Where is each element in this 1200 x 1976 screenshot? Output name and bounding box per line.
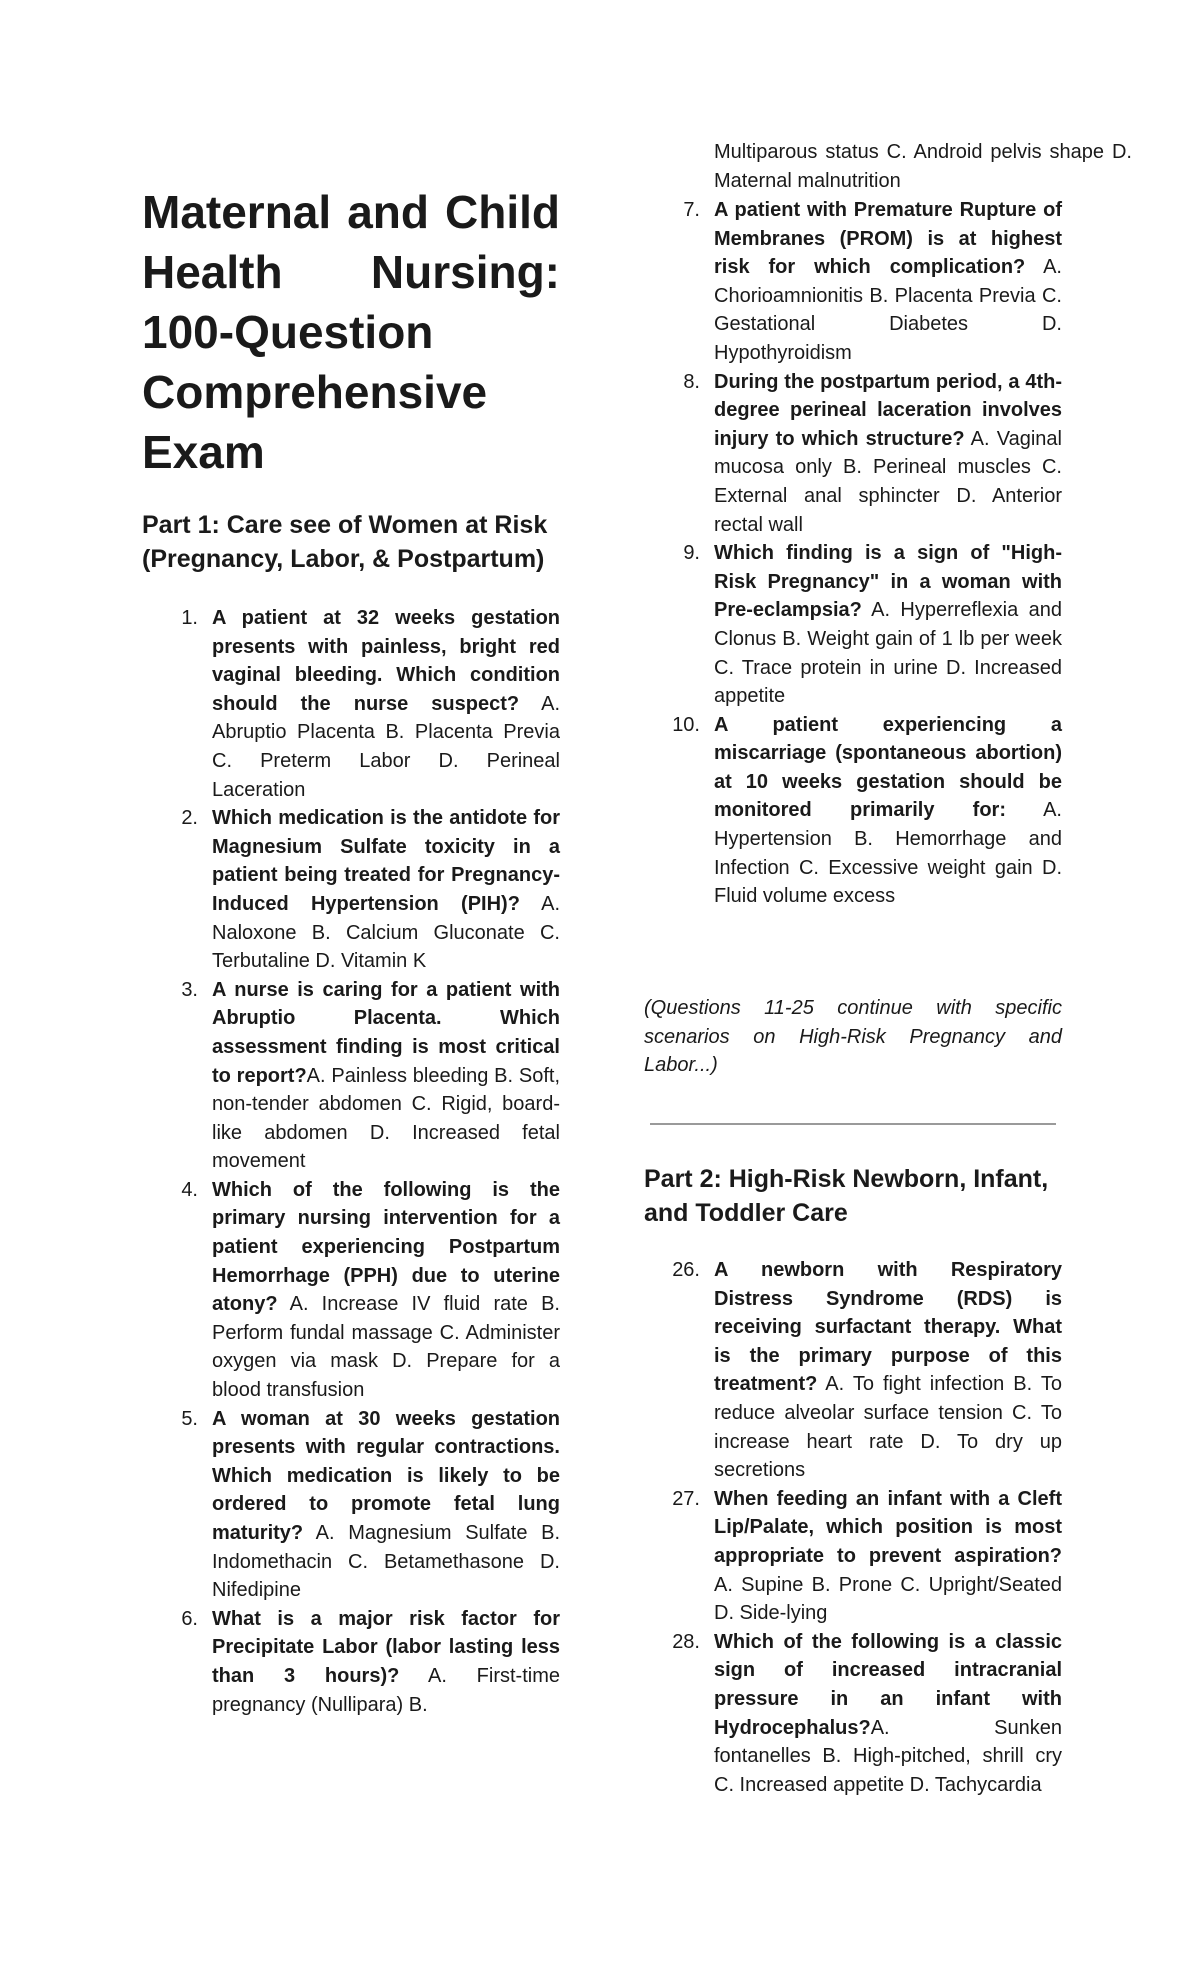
question-text: Which medication is the antidote for Magnesium Sulfate toxicity in a patient being treated for Pregnancy-Induced Hypertension (PIH)? — [212, 807, 560, 915]
question-text: When feeding an infant with a Cleft Lip/Palate, which position is most appropriate to prevent aspiration? — [714, 1487, 1062, 1567]
question-4 — [142, 1176, 560, 1405]
section-divider — [650, 1123, 1056, 1125]
question-number: 28. — [672, 1630, 700, 1653]
question-28 — [644, 1628, 1062, 1800]
document-title: Maternal and Child Health Nursing: 100-Question Comprehensive Exam — [142, 186, 560, 478]
question-text: Which of the following is a classic sign of increased intracranial pressure in an infant with Hydrocephalus? — [714, 1630, 1062, 1739]
question-text: A patient experiencing a miscarriage (spontaneous abortion) at 10 weeks gestation should be monitored primarily for: — [714, 713, 1062, 822]
question-3 — [142, 976, 560, 1176]
question-text: A patient with Premature Rupture of Membranes (PROM) is at highest risk for which complication? — [714, 199, 1062, 279]
question-number: 10. — [672, 713, 700, 736]
question-text: A woman at 30 weeks gestation presents with regular contractions. Which medication is likely to be ordered to promote fetal lung maturity? — [212, 1407, 560, 1544]
question-1 — [142, 604, 560, 804]
question-options: A. Painless bleeding B. Soft, non-tender abdomen C. Rigid, board-like abdomen D. Increased fetal movement — [212, 1064, 560, 1173]
question-options: A. Increase IV fluid rate B. Perform fundal massage C. Administer oxygen via mask D. Prepare for a blood transfusion — [212, 1293, 560, 1402]
part1-question-list-continued — [644, 196, 1062, 911]
question-6 — [142, 1605, 560, 1719]
question-number: 5. — [181, 1407, 198, 1430]
question-text: During the postpartum period, a 4th-degree perineal laceration involves injury to which structure? — [714, 370, 1062, 450]
part1-heading: Part 1: Care see of Women at Risk (Pregnancy, Labor, & Postpartum) — [142, 511, 548, 573]
question-options: A. Sunken fontanelles B. High-pitched, shrill cry C. Increased appetite D. Tachycardia — [714, 1716, 1062, 1796]
question-text: What is a major risk factor for Precipitate Labor (labor lasting less than 3 hours)? — [212, 1607, 560, 1687]
question-number: 6. — [181, 1607, 198, 1630]
question-10 — [644, 711, 1062, 911]
question-options: A. Hyperreflexia and Clonus B. Weight gain of 1 lb per week C. Trace protein in urine D. Increased appetite — [714, 599, 1062, 708]
question-options: A. Supine B. Prone C. Upright/Seated D. Side-lying — [714, 1573, 1062, 1625]
question-26 — [644, 1256, 1062, 1485]
question-7 — [644, 196, 1062, 368]
question-options: A. To fight infection B. To reduce alveolar surface tension C. To increase heart rate D. To dry up secretions — [714, 1373, 1062, 1482]
question-options: A. Magnesium Sulfate B. Indomethacin C. Betamethasone D. Nifedipine — [212, 1522, 560, 1602]
question-number: 2. — [181, 807, 198, 830]
part2-heading: Part 2: High-Risk Newborn, Infant, and Toddler Care — [644, 1165, 1049, 1227]
question-number: 7. — [683, 199, 700, 221]
question-5 — [142, 1405, 560, 1605]
question-number: 9. — [683, 542, 700, 565]
question-number: 3. — [181, 978, 198, 1001]
question-options: A. Abruptio Placenta B. Placenta Previa C. Preterm Labor D. Perineal Laceration — [212, 692, 560, 801]
question-number: 27. — [672, 1487, 700, 1510]
question-8 — [644, 368, 1062, 540]
question-number: 8. — [683, 370, 700, 393]
question-6-continued — [644, 138, 1132, 195]
question-number: 4. — [181, 1178, 198, 1201]
question-9 — [644, 539, 1062, 711]
question-text: A newborn with Respiratory Distress Syndrome (RDS) is receiving surfactant therapy. What is the primary purpose of this treatment? — [714, 1259, 1062, 1396]
part2-question-list — [644, 1256, 1062, 1799]
question-text: A nurse is caring for a patient with Abruptio Placenta. Which assessment finding is most critical to report? — [212, 978, 560, 1087]
question-options: Multiparous status C. Android pelvis shape D. Maternal malnutrition — [714, 141, 1132, 192]
question-options: A. Hypertension B. Hemorrhage and Infection C. Excessive weight gain D. Fluid volume excess — [714, 799, 1062, 908]
part1-question-list — [142, 604, 560, 1719]
question-options: A. Chorioamnionitis B. Placenta Previa C. Gestational Diabetes D. Hypothyroidism — [714, 256, 1062, 364]
question-27 — [644, 1485, 1062, 1628]
question-text: Which of the following is the primary nursing intervention for a patient experiencing Postpartum Hemorrhage (PPH) due to uterine atony? — [212, 1178, 560, 1316]
question-number: 26. — [672, 1259, 700, 1281]
question-options: A. Naloxone B. Calcium Gluconate C. Terbutaline D. Vitamin K — [212, 892, 560, 973]
question-options: A. Vaginal mucosa only B. Perineal muscles C. External anal sphincter D. Anterior rectal wall — [714, 427, 1062, 536]
question-2 — [142, 804, 560, 976]
question-number: 1. — [181, 607, 198, 629]
question-text: A patient at 32 weeks gestation presents with painless, bright red vaginal bleeding. Which condition should the nurse suspect? — [212, 607, 560, 715]
question-text: Which finding is a sign of "High-Risk Pregnancy" in a woman with Pre-eclampsia? — [714, 542, 1062, 622]
question-options: A. First-time pregnancy (Nullipara) B. — [212, 1664, 560, 1716]
continuation-note: (Questions 11-25 continue with specific scenarios on High-Risk Pregnancy and Labor...) — [644, 997, 1062, 1077]
